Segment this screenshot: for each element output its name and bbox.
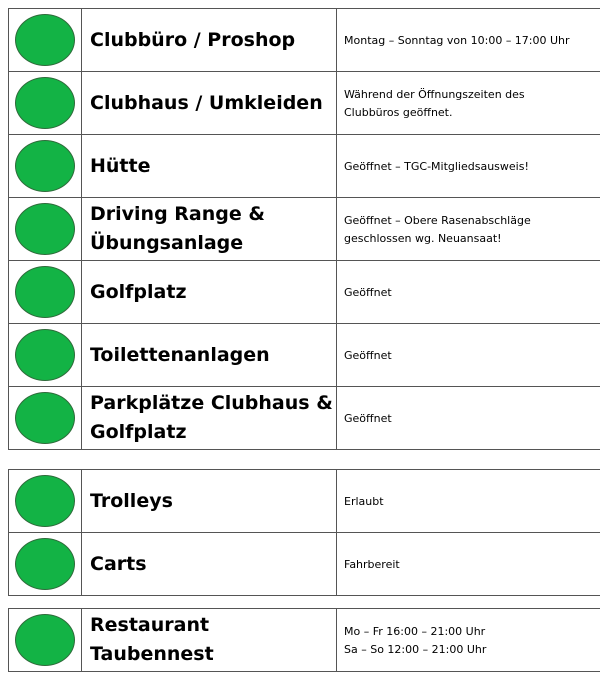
table-row [9, 198, 600, 261]
facilities-table [8, 8, 600, 450]
table-row [9, 387, 600, 450]
table-row [9, 470, 600, 533]
status-indicator-green [15, 538, 75, 590]
facility-name: Restaurant Taubennest [90, 614, 214, 665]
facility-status-text: Fahrbereit [344, 558, 400, 571]
status-indicator-green [15, 392, 75, 444]
facility-status-text: Geöffnet – TGC-Mitgliedsausweis! [344, 160, 529, 173]
facility-name: Parkplätze Clubhaus & Golfplatz [90, 392, 333, 443]
facility-name: Driving Range & Übungsanlage [90, 203, 265, 254]
status-indicator-green [15, 266, 75, 318]
status-indicator-green [15, 140, 75, 192]
status-indicator-green [15, 14, 75, 66]
facility-name: Toilettenanlagen [90, 343, 270, 366]
facility-status-text: Während der Öffnungszeiten des Clubbüros geöffnet. [344, 88, 525, 119]
facility-status-text: Geöffnet [344, 286, 392, 299]
table-row [9, 324, 600, 387]
facility-name: Trolleys [90, 489, 173, 512]
status-indicator-green [15, 77, 75, 129]
facility-status-text: Geöffnet [344, 349, 392, 362]
table-row [9, 533, 600, 596]
table-row [9, 609, 600, 672]
table-row [9, 9, 600, 72]
status-indicator-green [15, 329, 75, 381]
facility-name: Golfplatz [90, 280, 187, 303]
facility-status-text: Montag – Sonntag von 10:00 – 17:00 Uhr [344, 34, 570, 47]
facility-status-text: Geöffnet – Obere Rasenabschläge geschlossen wg. Neuansaat! [344, 214, 531, 245]
facility-name: Hütte [90, 154, 151, 177]
facility-status-text: Mo – Fr 16:00 – 21:00 Uhr Sa – So 12:00 – 21:00 Uhr [344, 625, 487, 656]
table-row [9, 261, 600, 324]
table-row [9, 135, 600, 198]
restaurant-table [8, 608, 600, 672]
equipment-table [8, 469, 600, 596]
table-row [9, 72, 600, 135]
facility-name: Clubhaus / Umkleiden [90, 91, 323, 114]
status-indicator-green [15, 614, 75, 666]
status-indicator-green [15, 475, 75, 527]
facility-status-text: Erlaubt [344, 495, 384, 508]
facility-name: Carts [90, 552, 147, 575]
status-indicator-green [15, 203, 75, 255]
facility-status-text: Geöffnet [344, 412, 392, 425]
facility-name: Clubbüro / Proshop [90, 28, 296, 51]
